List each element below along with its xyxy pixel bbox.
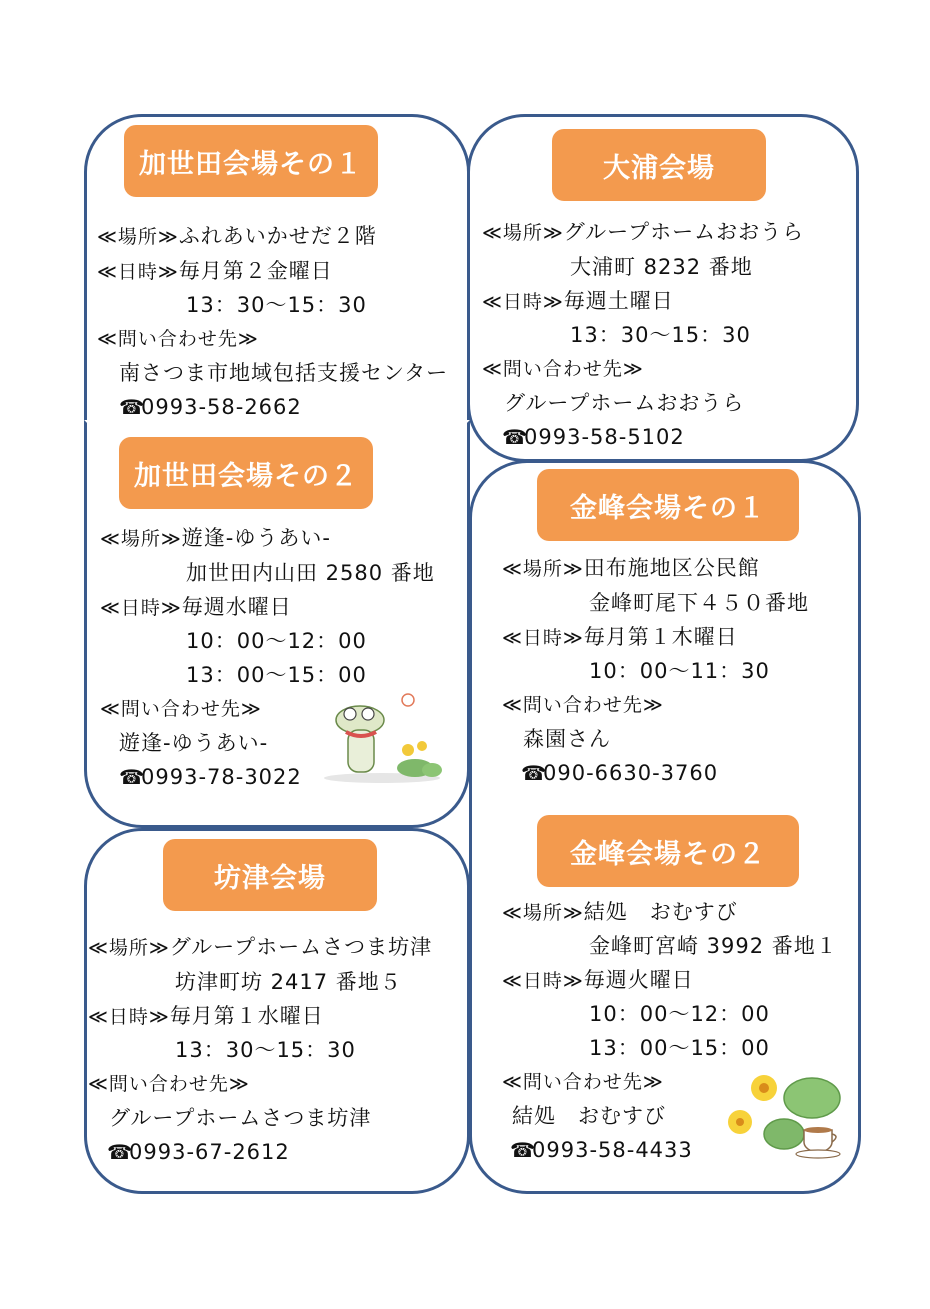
place-line-kaseda2 — [100, 526, 331, 551]
time-line-kaseda1: 13：30～15：30 — [186, 293, 367, 317]
time-line-1-kinpo2: 10：00～12：00 — [589, 1002, 770, 1026]
date-line-kaseda2 — [100, 595, 292, 620]
venue-title-kinpo1: 金峰会場その１ — [537, 469, 799, 541]
contact-label-bonotsu: ≪問い合わせ先≫ — [88, 1073, 250, 1095]
date-value: 毎週火曜日 — [583, 968, 694, 992]
contact-value-kinpo2: 結処 おむすび — [512, 1104, 666, 1128]
contact-label-kinpo1: ≪問い合わせ先≫ — [502, 694, 664, 716]
telephone-icon: ☎ — [119, 395, 145, 419]
time-line-oura: 13：30～15：30 — [570, 323, 751, 347]
contact-label-kaseda1: ≪問い合わせ先≫ — [97, 328, 259, 350]
contact-value-oura: グループホームおおうら — [504, 391, 745, 415]
phone-line-kinpo1 — [521, 761, 718, 785]
date-label: ≪日時≫ — [100, 597, 182, 619]
phone-number: 0993-78-3022 — [141, 765, 302, 789]
date-value: 毎週水曜日 — [181, 595, 292, 619]
date-line-kaseda1 — [97, 259, 333, 284]
time-line-1-kaseda2: 10：00～12：00 — [186, 629, 367, 653]
phone-line-kaseda1 — [119, 395, 302, 419]
date-label: ≪日時≫ — [502, 970, 584, 992]
phone-number: 0993-58-4433 — [532, 1138, 693, 1162]
venue-title-kaseda1: 加世田会場その１ — [124, 125, 378, 197]
time-line-2-kinpo2: 13：00～15：00 — [589, 1036, 770, 1060]
date-label: ≪日時≫ — [502, 627, 584, 649]
date-label: ≪日時≫ — [88, 1006, 170, 1028]
place-label: ≪場所≫ — [502, 558, 584, 580]
phone-line-kaseda2 — [119, 765, 302, 789]
time-line-bonotsu: 13：30～15：30 — [175, 1038, 356, 1062]
place-value: 田布施地区公民館 — [583, 556, 760, 580]
telephone-icon: ☎ — [107, 1140, 133, 1164]
address-line-oura: 大浦町 8232 番地 — [570, 255, 753, 279]
address-line-kinpo1: 金峰町尾下４５０番地 — [589, 591, 809, 615]
contact-value-kinpo1: 森園さん — [523, 727, 611, 751]
place-value: 結処 おむすび — [583, 900, 738, 924]
date-line-oura — [482, 289, 674, 314]
telephone-icon: ☎ — [119, 765, 145, 789]
flower-teacup-illustration — [722, 1068, 846, 1162]
venue-title-kaseda2: 加世田会場その２ — [119, 437, 373, 509]
date-value: 毎月第１木曜日 — [583, 625, 738, 649]
date-line-bonotsu — [88, 1004, 324, 1029]
phone-line-oura — [502, 425, 685, 449]
phone-line-kinpo2 — [510, 1138, 693, 1162]
date-value: 毎月第２金曜日 — [178, 259, 333, 283]
phone-number: 0993-58-2662 — [141, 395, 302, 419]
phone-number: 090-6630-3760 — [543, 761, 719, 785]
date-line-kinpo1 — [502, 625, 738, 650]
place-line-kinpo2 — [502, 900, 738, 925]
date-value: 毎週土曜日 — [563, 289, 674, 313]
date-line-kinpo2 — [502, 968, 694, 993]
telephone-icon: ☎ — [510, 1138, 536, 1162]
phone-number: 0993-67-2612 — [129, 1140, 290, 1164]
place-line-kinpo1 — [502, 556, 760, 581]
venue-title-bonotsu: 坊津会場 — [163, 839, 377, 911]
place-value: グループホームおおうら — [563, 220, 805, 244]
phone-line-bonotsu — [107, 1140, 290, 1164]
contact-label-oura: ≪問い合わせ先≫ — [482, 358, 644, 380]
place-line-oura — [482, 220, 804, 245]
contact-label-kaseda2: ≪問い合わせ先≫ — [100, 698, 262, 720]
place-label: ≪場所≫ — [88, 937, 170, 959]
phone-number: 0993-58-5102 — [524, 425, 685, 449]
place-line-kaseda1 — [97, 224, 377, 249]
time-line-2-kaseda2: 13：00～15：00 — [186, 663, 367, 687]
contact-value-kaseda2: 遊逢-ゆうあい- — [119, 731, 269, 755]
venue-title-oura: 大浦会場 — [552, 129, 766, 201]
contact-value-bonotsu: グループホームさつま坊津 — [109, 1106, 372, 1130]
place-line-bonotsu — [88, 935, 432, 960]
place-label: ≪場所≫ — [482, 222, 564, 244]
place-value: ふれあいかせだ２階 — [178, 224, 377, 248]
time-line-kinpo1: 10：00～11：30 — [589, 659, 770, 683]
frog-flower-illustration — [320, 690, 445, 785]
date-label: ≪日時≫ — [97, 261, 179, 283]
contact-value-kaseda1: 南さつま市地域包括支援センター — [119, 361, 449, 385]
venue-title-kinpo2: 金峰会場その２ — [537, 815, 799, 887]
place-label: ≪場所≫ — [97, 226, 179, 248]
place-value: グループホームさつま坊津 — [169, 935, 433, 959]
place-label: ≪場所≫ — [502, 902, 584, 924]
address-line-kaseda2: 加世田内山田 2580 番地 — [186, 561, 435, 585]
address-line-bonotsu: 坊津町坊 2417 番地５ — [175, 970, 402, 994]
telephone-icon: ☎ — [521, 761, 547, 785]
place-value: 遊逢-ゆうあい- — [181, 526, 331, 550]
date-value: 毎月第１水曜日 — [169, 1004, 324, 1028]
contact-label-kinpo2: ≪問い合わせ先≫ — [502, 1071, 664, 1093]
address-line-kinpo2: 金峰町宮崎 3992 番地１ — [589, 934, 838, 958]
date-label: ≪日時≫ — [482, 291, 564, 313]
place-label: ≪場所≫ — [100, 528, 182, 550]
telephone-icon: ☎ — [502, 425, 528, 449]
